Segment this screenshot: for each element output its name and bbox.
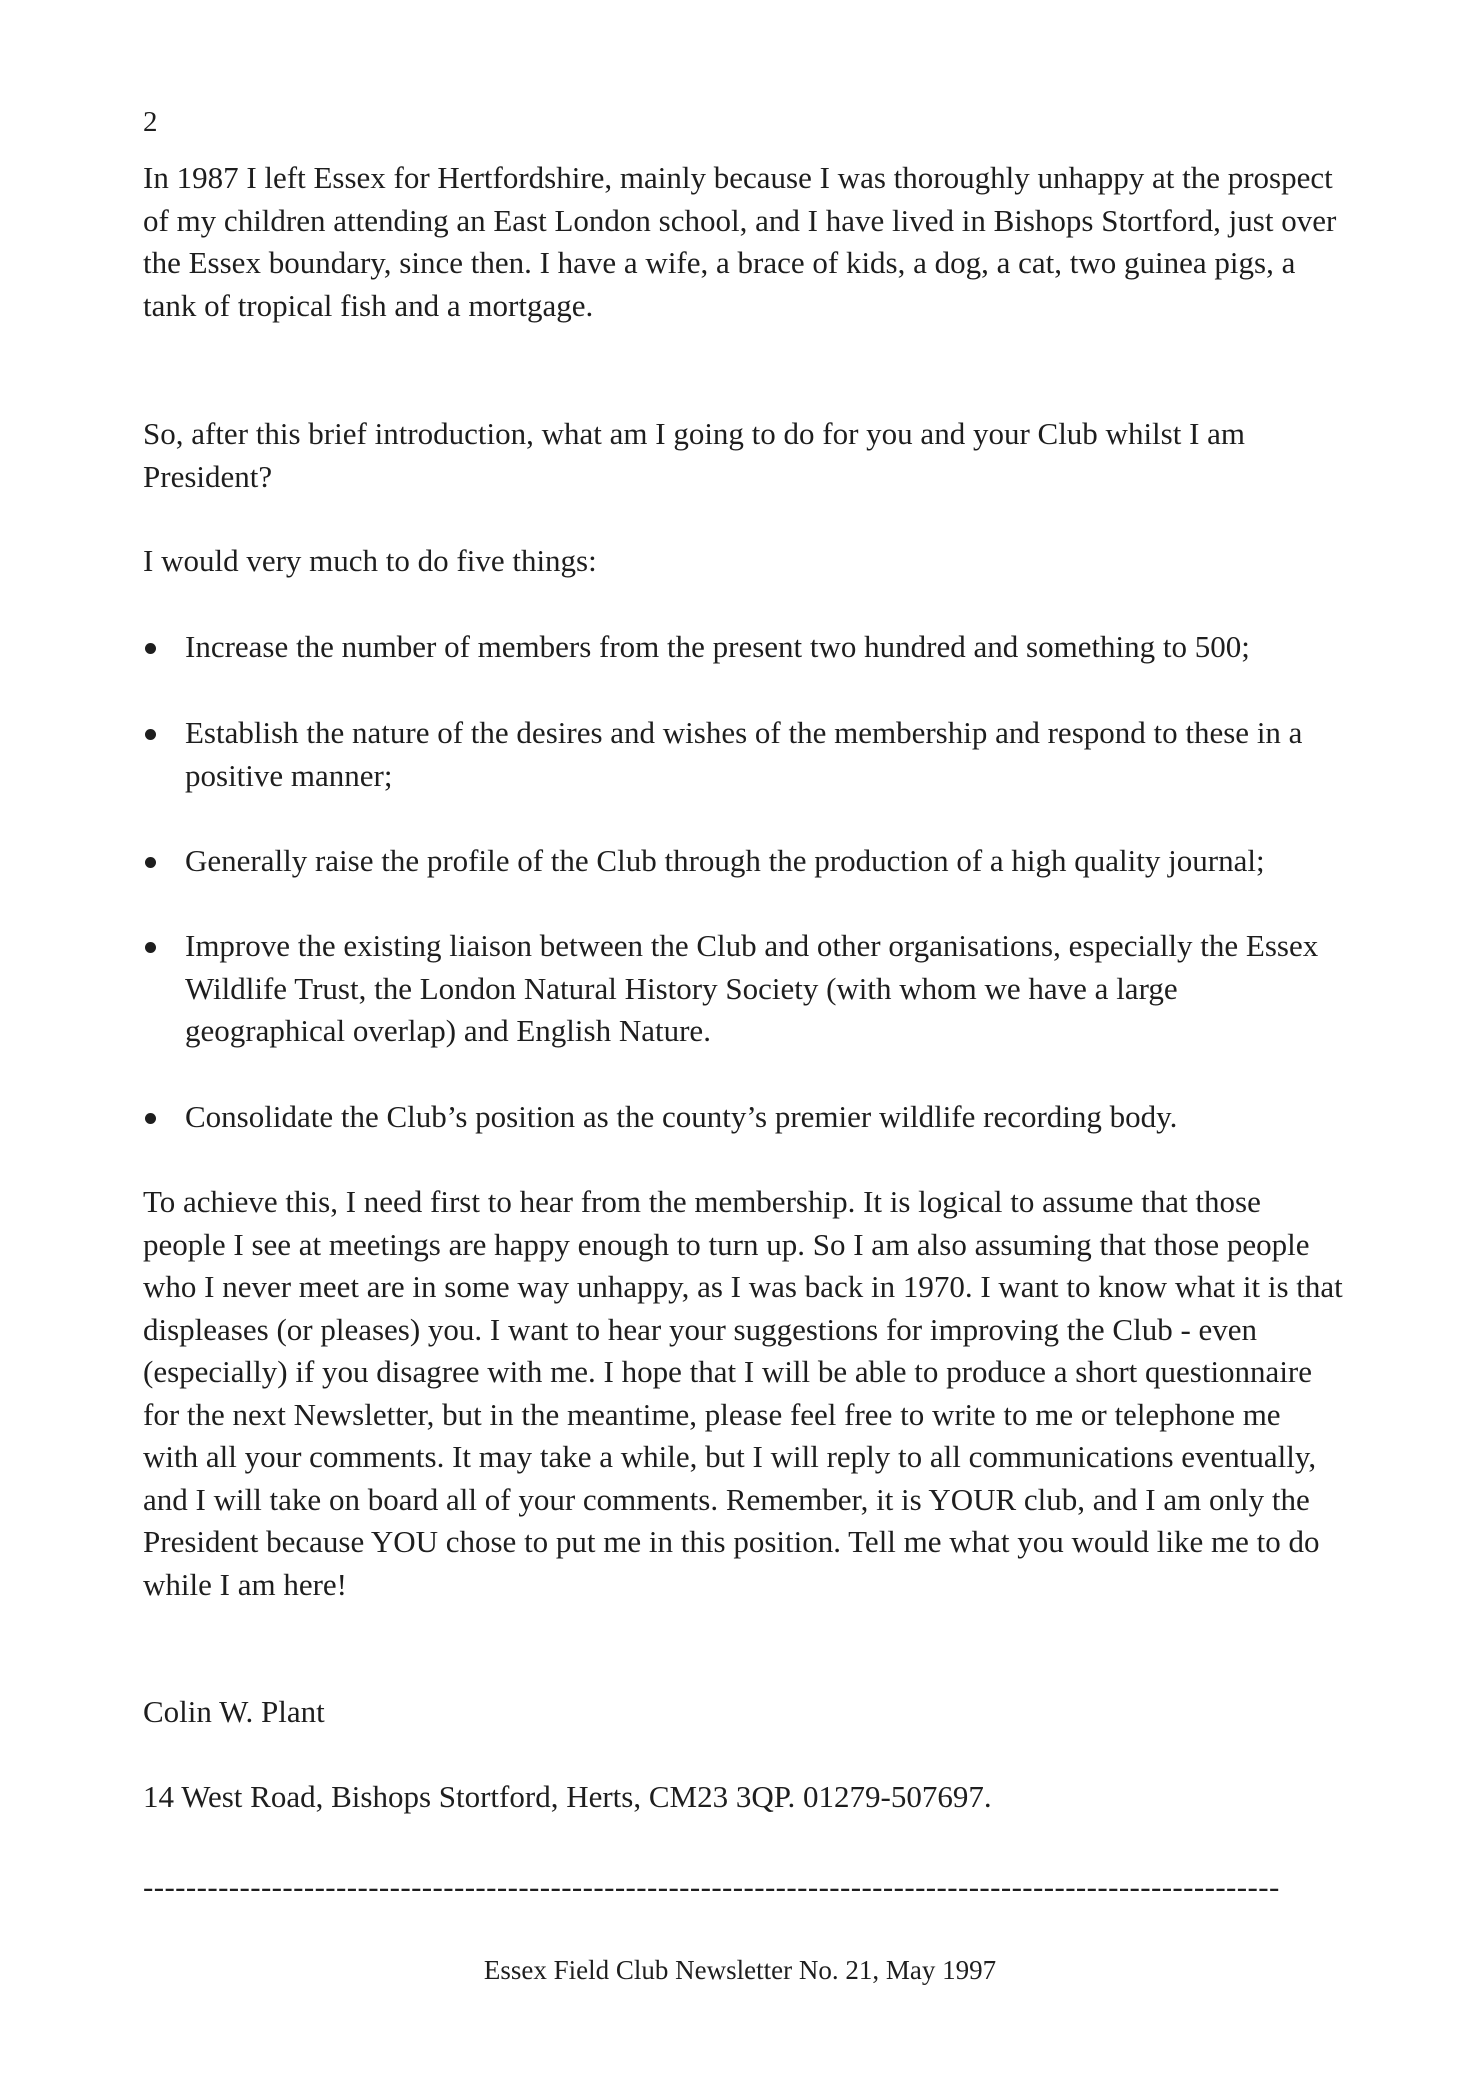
list-item <box>143 712 1343 797</box>
achieve-paragraph: To achieve this, I need first to hear from the membership. It is logical to assume that those people I see at meetings are happy enough to turn up. So I am also assuming that those people who I never meet are in some way unhappy, as I was back in 1970. I want to know what it is that displeases (or pleases) you. I want to hear your suggestions for improving the Club - even (especially) if you disagree with me. I hope that I will be able to produce a short questionnaire for the next Newsletter, but in the meantime, please feel free to write to me or telephone me with all your comments. It may take a while, but I will reply to all communications eventually, and I will take on board all of your comments. Remember, it is YOUR club, and I am only the President because YOU chose to put me in this position. Tell me what you would like me to do while I am here! <box>143 1184 1343 1602</box>
list-item-text: Generally raise the profile of the Club through the production of a high quality journal; <box>185 843 1265 878</box>
five-things-paragraph: I would very much to do five things: <box>143 543 597 578</box>
list-item-text: Improve the existing liaison between the Club and other organisations, especially the Essex Wildlife Trust, the London Natural History Society (with whom we have a large geographical overlap) and English Nature. <box>185 928 1319 1048</box>
bullet-icon <box>145 1113 156 1124</box>
bullet-icon <box>145 857 156 868</box>
list-item <box>143 840 1343 883</box>
bullet-icon <box>145 942 156 953</box>
intro-paragraph: In 1987 I left Essex for Hertfordshire, mainly because I was thoroughly unhappy at the prospect of my children attending an East London school, and I have lived in Bishops Stortford, just over the Essex boundary, since then. I have a wife, a brace of kids, a dog, a cat, two guinea pigs, a tank of tropical fish and a mortgage. <box>143 160 1337 323</box>
signature-address: 14 West Road, Bishops Stortford, Herts, CM23 3QP. 01279-507697. <box>143 1779 992 1814</box>
bullet-icon <box>145 643 156 654</box>
list-item <box>143 626 1343 669</box>
bullet-icon <box>145 729 156 740</box>
list-item-text: Consolidate the Club’s position as the county’s premier wildlife recording body. <box>185 1099 1178 1134</box>
list-item <box>143 1096 1343 1139</box>
question-paragraph: So, after this brief introduction, what am I going to do for you and your Club whilst I am President? <box>143 416 1246 494</box>
newsletter-footer: Essex Field Club Newsletter No. 21, May 1997 <box>483 1955 997 1985</box>
list-item <box>143 925 1343 1053</box>
dashed-separator: ---------------------------------------------------------------------------------------------------------- <box>143 1869 1280 1904</box>
page-number: 2 <box>143 106 158 138</box>
list-item-text: Establish the nature of the desires and wishes of the membership and respond to these in a positive manner; <box>185 715 1303 793</box>
signature-name: Colin W. Plant <box>143 1694 325 1729</box>
list-item-text: Increase the number of members from the present two hundred and something to 500; <box>185 629 1250 664</box>
